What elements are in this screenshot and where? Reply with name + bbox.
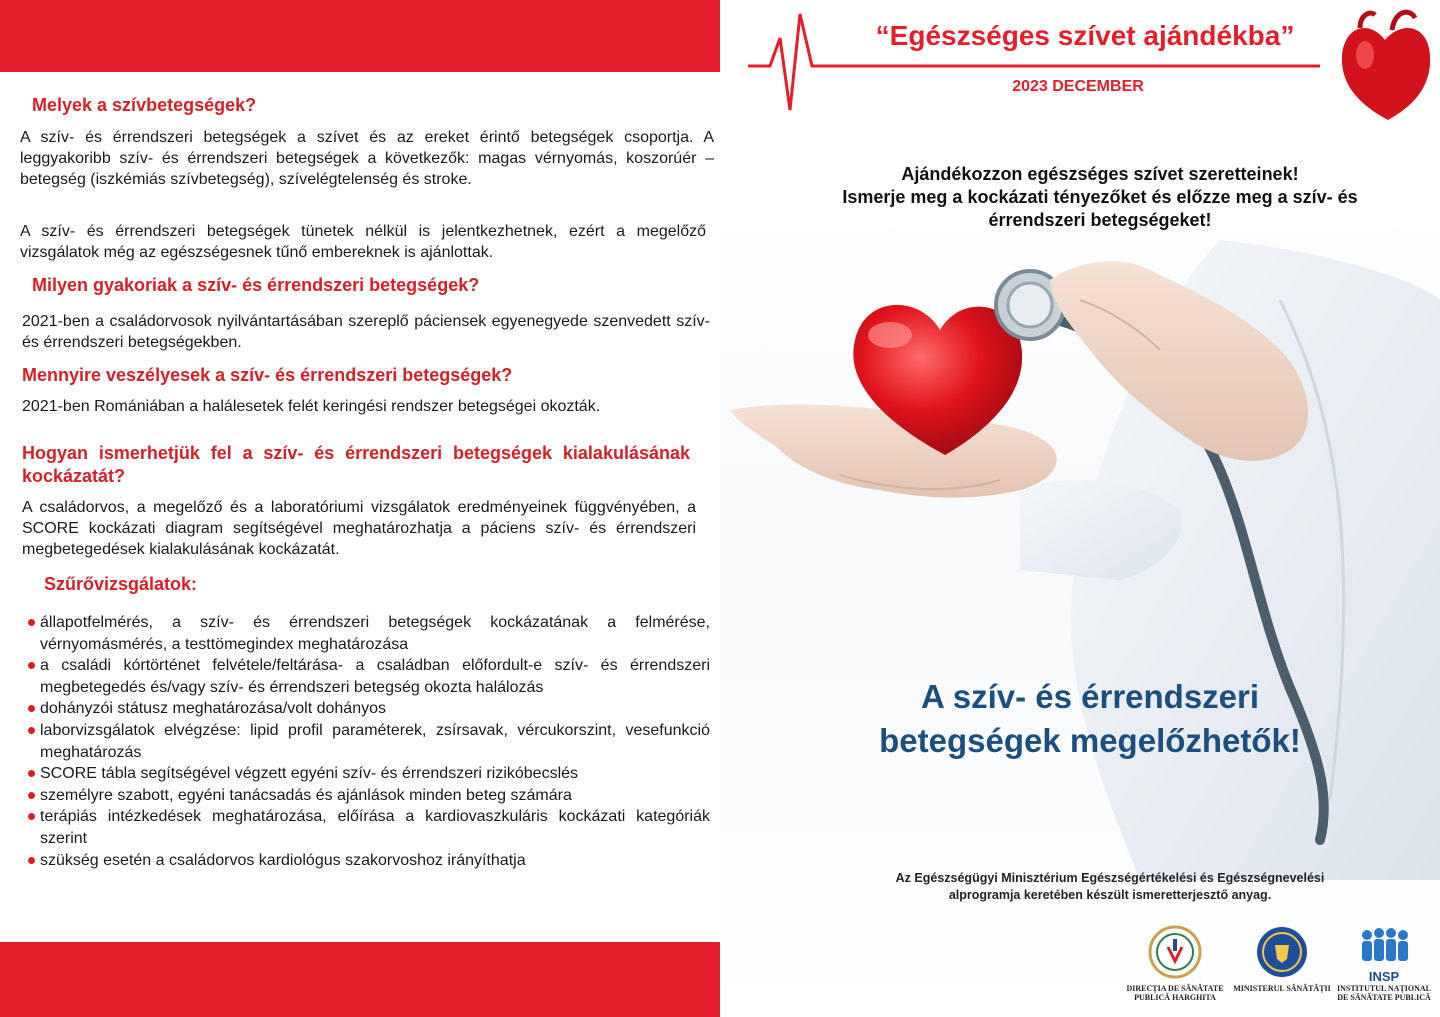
logo-label: DIRECȚIA DE SĂNĂTATE [1126, 984, 1224, 993]
screening-list [26, 612, 710, 871]
right-page [720, 0, 1440, 1017]
logo-label: PUBLICĂ HARGHITA [1134, 993, 1216, 1002]
para-how-common: 2021-ben a családorvosok nyilvántartásában szereplő páciensek egyenegyede szenvedett szív- és érrendszeri betegségekben. [22, 313, 710, 351]
lead-text [770, 163, 1430, 232]
campaign-title: “Egészséges szívet ajándékba” [875, 20, 1295, 51]
lead-line: Ajándékozzon egészséges szívet szeretteinek! [901, 164, 1299, 184]
lead-line: érrendszeri betegségeket! [988, 210, 1212, 230]
logo-label: DE SĂNĂTATE PUBLICĂ [1337, 993, 1431, 1002]
heading-how-common: Milyen gyakoriak a szív- és érrendszeri betegségek? [32, 275, 480, 295]
para-what-are-1: A szív- és érrendszeri betegségek a szívet és az ereket érintő betegségek csoportja. A leggyakoribb szív- és érrendszeri betegségek a következők: magas vérnyomás, koszorúér – betegség (iszkémiás szívbetegség), szívelégtelenség és stroke. [20, 129, 714, 188]
list-item: személyre szabott, egyéni tanácsadás és ajánlások minden beteg számára [26, 785, 710, 807]
para-risk: A családorvos, a megelőző és a laboratóriumi vizsgálatok eredményeinek függvényében, a SCORE kockázati diagram segítségével meghatározhatja a páciens szív- és érrendszeri megbetegedések kialakulásának kockázatát. [22, 499, 696, 558]
heading-screening: Szűrővizsgálatok: [44, 574, 198, 594]
para-how-dangerous: 2021-ben Romániában a halálesetek felét keringési rendszer betegségei okozták. [22, 398, 601, 415]
heading-how-dangerous: Mennyire veszélyesek a szív- és érrendszeri betegségek? [22, 365, 513, 385]
list-item: laborvizsgálatok elvégzése: lipid profil paraméterek, zsírsavak, vércukorszint, vesefunkció meghatározás [26, 720, 710, 763]
list-item: a családi kórtörténet felvétele/feltárása- a családban előfordult-e szív- és érrendszeri megbetegedés és/vagy szív- és érrendszeri betegség okozta halálozás [26, 655, 710, 698]
anatomical-heart-icon [1342, 12, 1430, 120]
bottom-red-band [0, 942, 720, 1017]
lead-line: Ismerje meg a kockázati tényezőket és előzze meg a szív- és [842, 187, 1358, 207]
ministry-seal-icon [1255, 925, 1309, 979]
slogan-line: A szív- és érrendszeri [920, 678, 1260, 715]
slogan-line: betegségek megelőzhetők! [879, 722, 1301, 759]
heading-risk: Hogyan ismerhetjük fel a szív- és érrendszeri betegségek kialakulásának kockázatát? [22, 443, 690, 486]
heading-what-are: Melyek a szívbetegségek? [32, 95, 257, 115]
footer-line: alprogramja keretében készült ismeretterjesztő anyag. [948, 888, 1272, 902]
footer-note [820, 870, 1400, 904]
list-item: szükség esetén a családorvos kardiológus szakorvoshoz irányíthatja [26, 850, 710, 872]
para-what-are-2: A szív- és érrendszeri betegségek tünetek nélkül is jelentkezhetnek, ezért a megelőző vizsgálatok még az egészségesnek tűnő embereknek is ajánlottak. [20, 223, 706, 261]
logo-label: MINISTERUL SĂNĂTĂȚII [1233, 984, 1331, 993]
top-red-band [0, 0, 720, 72]
logo-dsp-harghita [1125, 925, 1225, 1002]
footer-line: Az Egészségügyi Minisztérium Egészségértékelési és Egészségnevelési [895, 871, 1325, 885]
slogan [830, 675, 1350, 763]
list-item: terápiás intézkedések meghatározása, előírása a kardiovaszkuláris kockázati kategóriák szerint [26, 806, 710, 849]
doctor-heart-illustration [720, 240, 1440, 880]
logo-ministry [1232, 925, 1332, 993]
campaign-date: 2023 DECEMBER [1012, 78, 1144, 95]
insp-logo-icon [1357, 925, 1411, 965]
logo-insp [1334, 925, 1434, 1002]
dsp-harghita-logo-icon [1148, 925, 1202, 979]
logo-label: INSTITUTUL NAȚIONAL [1336, 984, 1432, 993]
logo-mark: INSP [1368, 969, 1400, 984]
list-item: dohányzói státusz meghatározása/volt dohányos [26, 698, 710, 720]
list-item: SCORE tábla segítségével végzett egyéni szív- és érrendszeri rizikóbecslés [26, 763, 710, 785]
list-item: állapotfelmérés, a szív- és érrendszeri betegségek kockázatának a felmérése, vérnyomásmérés, a testtömegindex meghatározása [26, 612, 710, 655]
